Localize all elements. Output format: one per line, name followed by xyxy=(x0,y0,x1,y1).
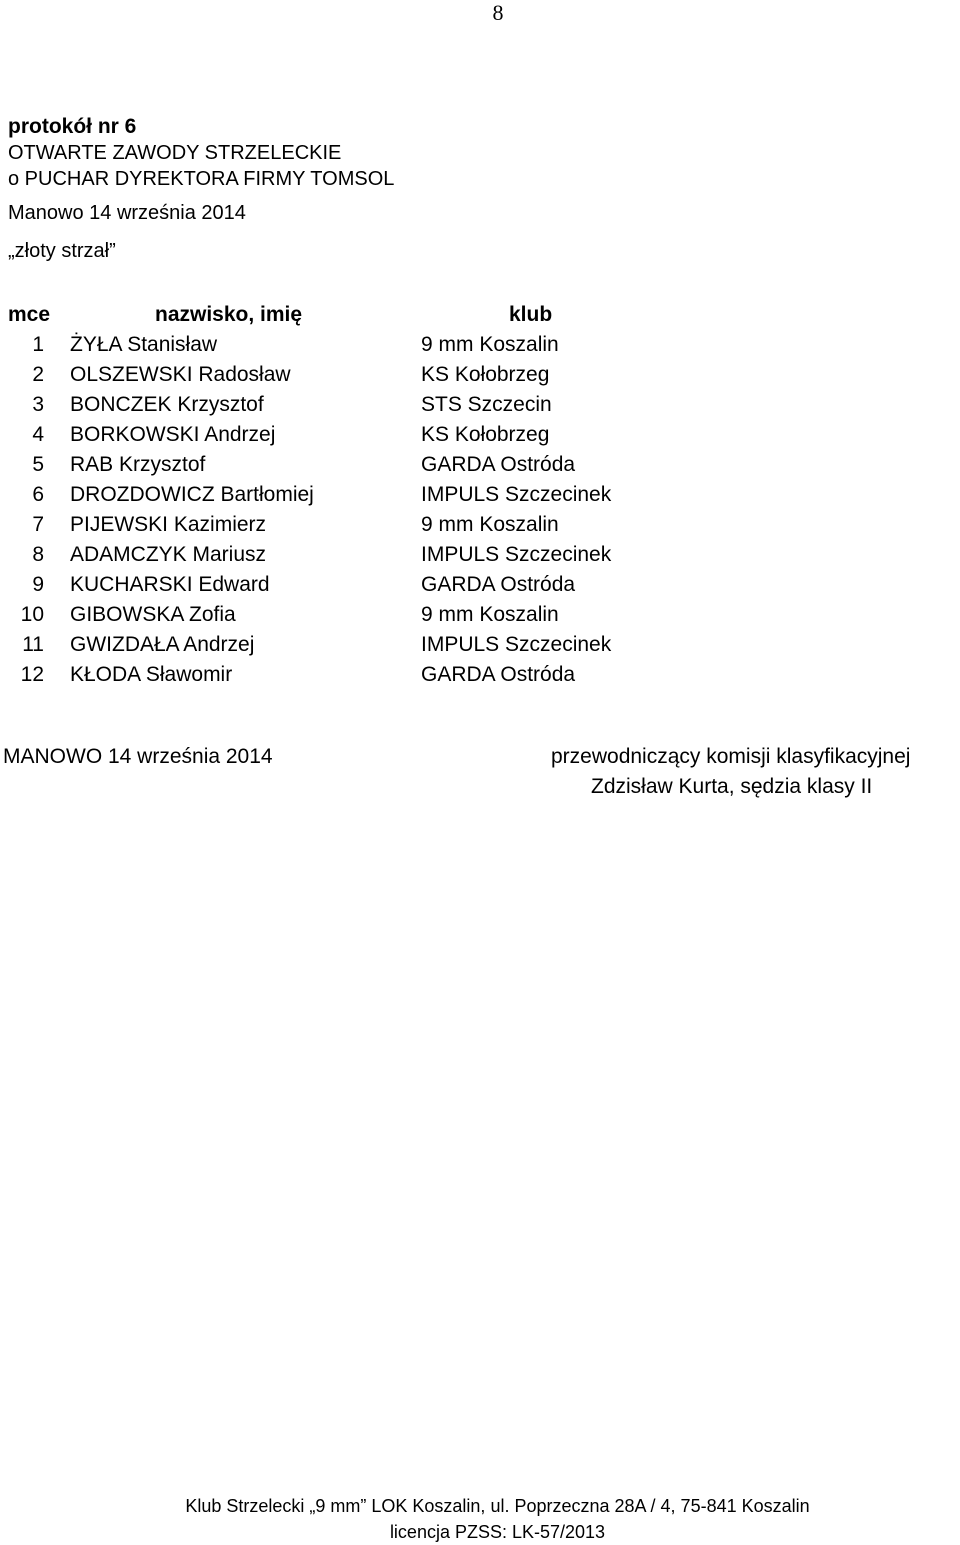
row-name: BORKOWSKI Andrzej xyxy=(70,423,276,446)
row-club: IMPULS Szczecinek xyxy=(421,543,612,566)
footer-address: Klub Strzelecki „9 mm” LOK Koszalin, ul. Poprzeczna 28A / 4, 75-841 Koszalin xyxy=(185,1496,810,1516)
header-name: nazwisko, imię xyxy=(155,303,303,326)
row-name: BONCZEK Krzysztof xyxy=(70,393,264,416)
competition-category: „złoty strzał” xyxy=(8,240,116,262)
row-place: 3 xyxy=(32,393,44,416)
row-club: GARDA Ostróda xyxy=(421,663,576,686)
row-name: ŻYŁA Stanisław xyxy=(70,333,218,356)
row-club: GARDA Ostróda xyxy=(421,573,576,596)
row-place: 12 xyxy=(20,663,44,686)
row-name: PIJEWSKI Kazimierz xyxy=(70,513,267,536)
row-club: 9 mm Koszalin xyxy=(421,603,559,626)
table-body xyxy=(0,330,960,690)
protocol-header xyxy=(8,114,394,264)
row-name: KUCHARSKI Edward xyxy=(70,573,270,596)
table-row xyxy=(0,360,960,390)
table-row xyxy=(0,330,960,360)
row-place: 4 xyxy=(32,423,44,446)
table-row xyxy=(0,420,960,450)
header-place: mce xyxy=(8,303,51,326)
row-club: KS Kołobrzeg xyxy=(421,423,550,446)
signature-block xyxy=(551,742,960,802)
row-name: GWIZDAŁA Andrzej xyxy=(70,633,255,656)
table-row xyxy=(0,480,960,510)
row-name: KŁODA Sławomir xyxy=(70,663,233,686)
row-club: 9 mm Koszalin xyxy=(421,333,559,356)
row-name: ADAMCZYK Mariusz xyxy=(70,543,267,566)
row-club: STS Szczecin xyxy=(421,393,552,416)
event-title-line-1: OTWARTE ZAWODY STRZELECKIE xyxy=(8,142,342,164)
row-place: 1 xyxy=(32,333,44,356)
row-name: OLSZEWSKI Radosław xyxy=(70,363,291,386)
table-row xyxy=(0,570,960,600)
committee-role: przewodniczący komisji klasyfikacyjnej xyxy=(551,745,911,768)
row-club: IMPULS Szczecinek xyxy=(421,483,612,506)
row-place: 9 xyxy=(32,573,44,596)
table-header-row xyxy=(0,300,960,330)
table-row xyxy=(0,450,960,480)
row-club: 9 mm Koszalin xyxy=(421,513,559,536)
protocol-title: protokół nr 6 xyxy=(8,115,137,138)
row-club: IMPULS Szczecinek xyxy=(421,633,612,656)
row-name: DROZDOWICZ Bartłomiej xyxy=(70,483,314,506)
row-place: 8 xyxy=(32,543,44,566)
footer-license: licencja PZSS: LK-57/2013 xyxy=(389,1522,606,1542)
table-row xyxy=(0,510,960,540)
table-row xyxy=(0,600,960,630)
row-name: RAB Krzysztof xyxy=(70,453,206,476)
header-club: klub xyxy=(509,303,553,326)
row-club: KS Kołobrzeg xyxy=(421,363,550,386)
row-place: 5 xyxy=(32,453,44,476)
event-title-line-2: o PUCHAR DYREKTORA FIRMY TOMSOL xyxy=(8,168,395,190)
row-place: 10 xyxy=(20,603,44,626)
row-place: 7 xyxy=(32,513,44,536)
closing-place-date: MANOWO 14 września 2014 xyxy=(3,745,273,768)
page-footer xyxy=(0,1493,960,1545)
row-place: 2 xyxy=(32,363,44,386)
table-row xyxy=(0,630,960,660)
row-place: 11 xyxy=(22,633,44,656)
table-row xyxy=(0,660,960,690)
table-row xyxy=(0,390,960,420)
results-table xyxy=(0,300,960,690)
row-place: 6 xyxy=(32,483,44,506)
event-date: Manowo 14 września 2014 xyxy=(8,202,246,224)
page-number: 8 xyxy=(492,0,504,25)
judge-name: Zdzisław Kurta, sędzia klasy II xyxy=(591,775,873,798)
row-club: GARDA Ostróda xyxy=(421,453,576,476)
row-name: GIBOWSKA Zofia xyxy=(70,603,236,626)
table-row xyxy=(0,540,960,570)
